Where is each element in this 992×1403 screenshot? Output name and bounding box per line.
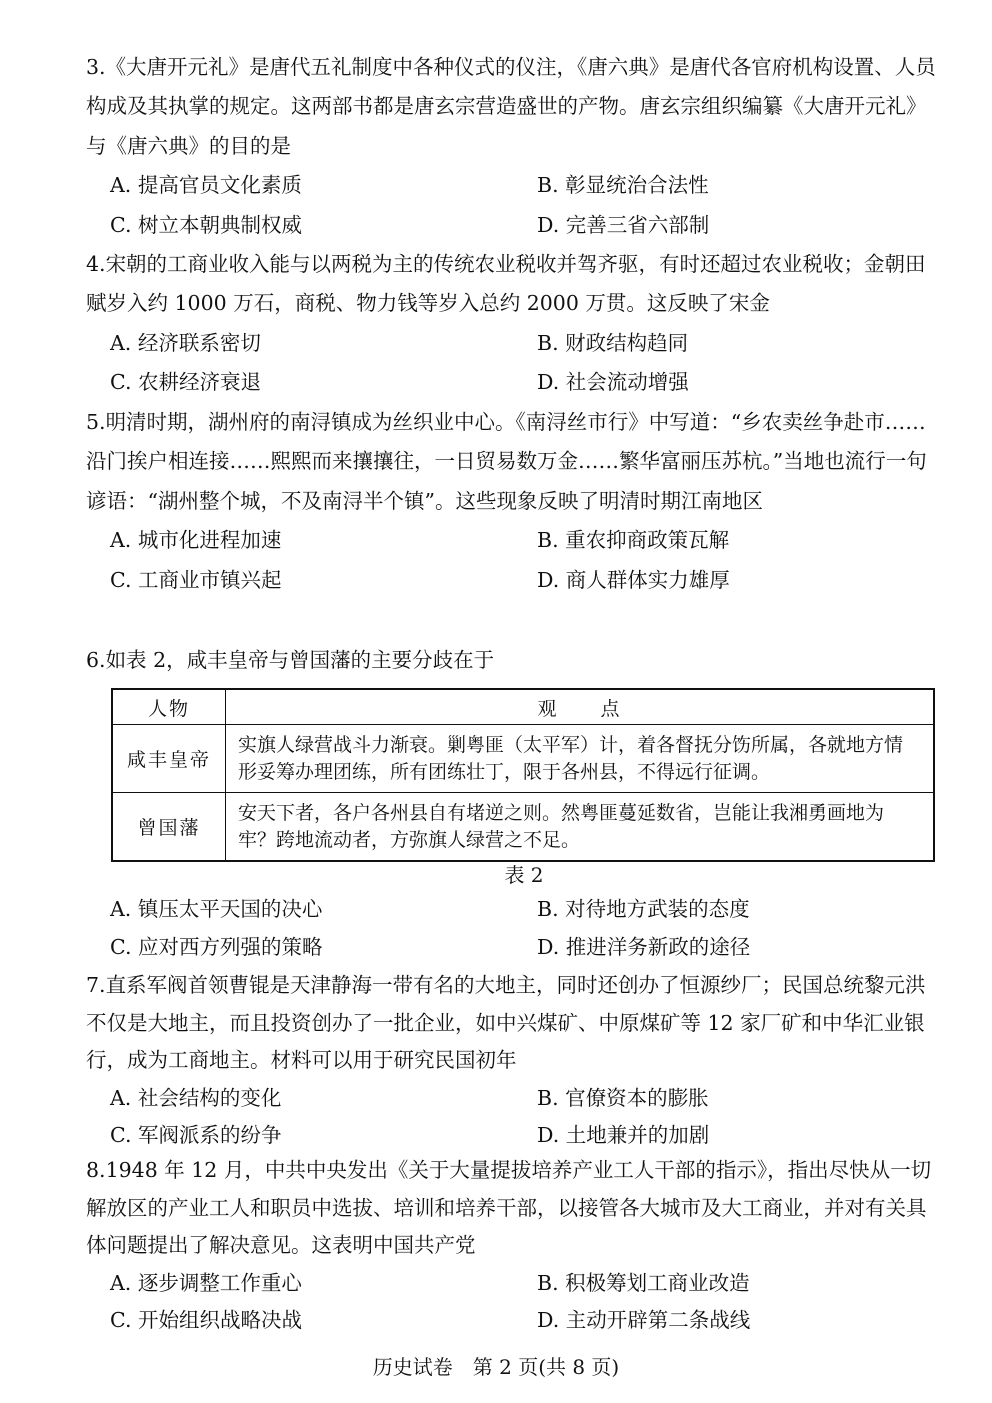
option-c[interactable]: C. 工商业市镇兴起: [110, 567, 282, 592]
option-d[interactable]: D. 商人群体实力雄厚: [537, 567, 730, 592]
option-d[interactable]: D. 完善三省六部制: [537, 212, 710, 237]
option-b[interactable]: B. 彰显统治合法性: [537, 173, 709, 198]
option-d[interactable]: D. 社会流动增强: [537, 370, 689, 395]
question-number: 6.: [86, 648, 106, 672]
table-cell-person: 曾国藩: [112, 793, 226, 862]
question-6: [86, 641, 942, 680]
table-row: [112, 725, 934, 793]
options: [86, 1080, 942, 1155]
question-stem: 如表 2，咸丰皇帝与曾国藩的主要分歧在于: [105, 648, 495, 672]
option-a[interactable]: A. 社会结构的变化: [110, 1085, 282, 1110]
table-caption: 表 2: [504, 863, 544, 887]
question-7: [86, 967, 942, 1155]
option-a[interactable]: A. 提高官员文化素质: [110, 173, 302, 198]
option-a[interactable]: A. 城市化进程加速: [110, 528, 282, 553]
option-d[interactable]: D. 土地兼并的加剧: [537, 1123, 710, 1147]
question-stem: 《大唐开元礼》是唐代五礼制度中各种仪式的仪注，《唐六典》是唐代各官府机构设置、人员构成及其执掌的规定。这两部书都是唐玄宗营造盛世的产物。唐玄宗组织编纂《大唐开元礼》与《唐六典》的目的是: [86, 55, 936, 158]
option-c[interactable]: C. 应对西方列强的策略: [110, 934, 323, 959]
question-5: [86, 403, 942, 600]
question-stem: 宋朝的工商业收入能与以两税为主的传统农业税收并驾齐驱，有时还超过农业税收；金朝田赋岁入约 1000 万石，商税、物力钱等岁入总约 2000 万贯。这反映了宋金: [86, 252, 926, 316]
question-6-options: [86, 891, 942, 966]
options: [86, 166, 942, 245]
option-b[interactable]: B. 重农抑商政策瓦解: [537, 528, 730, 553]
option-c[interactable]: C. 农耕经济衰退: [110, 370, 261, 395]
options: [86, 1265, 942, 1340]
question-4: [86, 245, 942, 403]
question-number: 8.: [86, 1158, 106, 1182]
question-number: 4.: [86, 252, 106, 276]
table-header-view: 观 点: [226, 689, 935, 725]
question-number: 7.: [86, 973, 106, 997]
question-3: [86, 48, 942, 245]
option-d[interactable]: D. 推进洋务新政的途径: [537, 934, 751, 959]
option-d[interactable]: D. 主动开辟第二条战线: [537, 1308, 751, 1332]
option-a[interactable]: A. 逐步调整工作重心: [110, 1270, 302, 1295]
table-cell-person: 咸丰皇帝: [112, 725, 226, 793]
table-header-row: [112, 689, 934, 725]
options: [86, 324, 942, 403]
option-b[interactable]: B. 官僚资本的膨胀: [537, 1085, 709, 1110]
question-number: 5.: [86, 410, 106, 434]
page-footer: 历史试卷 第 2 页(共 8 页): [372, 1355, 620, 1379]
question-8: [86, 1152, 942, 1340]
table-cell-view: 安天下者，各户各州县自有堵逆之则。然粤匪蔓延数省，岂能让我湘勇画地为牢？跨地流动者，方弥旗人绿营之不足。: [226, 793, 935, 862]
option-a[interactable]: A. 经济联系密切: [110, 330, 261, 355]
option-a[interactable]: A. 镇压太平天国的决心: [110, 897, 323, 921]
options: [86, 521, 942, 600]
question-stem: 1948 年 12 月，中共中央发出《关于大量提拔培养产业工人干部的指示》，指出尽快从一切解放区的产业工人和职员中选拔、培训和培养干部，以接管各大城市及大工商业，并对有关具体问题提出了解决意见。这表明中国共产党: [86, 1158, 932, 1257]
option-c[interactable]: C. 树立本朝典制权威: [110, 212, 302, 237]
question-stem: 明清时期，湖州府的南浔镇成为丝织业中心。《南浔丝市行》中写道：“乡农卖丝争赴市……沿门挨户相连接……熙熙而来攘攘往，一日贸易数万金……繁华富丽压苏杭。”当地也流行一句谚语：“湖州整个城，不及南浔半个镇”。这些现象反映了明清时期江南地区: [86, 410, 927, 513]
option-b[interactable]: B. 对待地方武装的态度: [537, 897, 750, 921]
option-b[interactable]: B. 财政结构趋同: [537, 330, 689, 355]
table-header-person: 人物: [112, 689, 226, 725]
question-number: 3.: [86, 55, 106, 79]
table-2: [111, 688, 935, 862]
table-cell-view: 实旗人绿营战斗力渐衰。剿粤匪（太平军）计，着各督抚分饬所属，各就地方情形妥筹办理团练，所有团练壮丁，限于各州县，不得远行征调。: [226, 725, 935, 793]
options: [86, 891, 942, 966]
table-row: [112, 793, 934, 862]
option-b[interactable]: B. 积极筹划工商业改造: [537, 1270, 750, 1295]
option-c[interactable]: C. 军阀派系的纷争: [110, 1123, 282, 1147]
question-stem: 直系军阀首领曹锟是天津静海一带有名的大地主，同时还创办了恒源纱厂；民国总统黎元洪不仅是大地主，而且投资创办了一批企业，如中兴煤矿、中原煤矿等 12 家厂矿和中华汇业银行，成为工商地主。材料可以用于研究民国初年: [86, 973, 926, 1072]
option-c[interactable]: C. 开始组织战略决战: [110, 1308, 302, 1332]
